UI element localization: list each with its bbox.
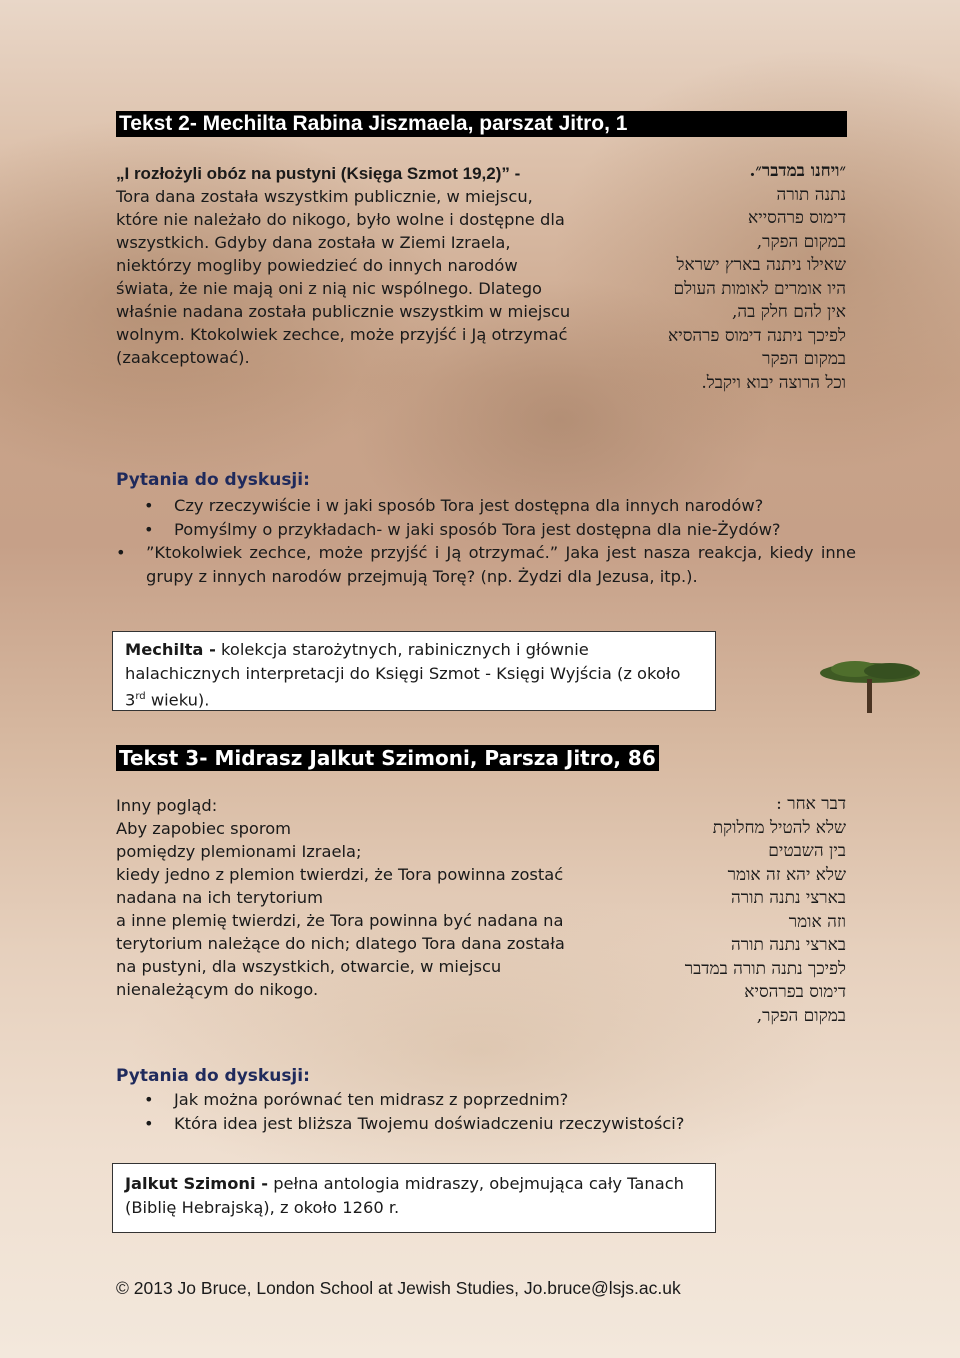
text2-polish-column bbox=[116, 162, 576, 369]
jalkut-term: Jalkut Szimoni - bbox=[125, 1174, 269, 1193]
hebrew-line: לפיכך נתנה תורה במדבר bbox=[684, 958, 846, 979]
questions2-title: Pytania do dyskusji: bbox=[116, 1066, 310, 1086]
hebrew-line: בארצי נתנה תורה bbox=[731, 935, 846, 955]
list-item: • ”Ktokolwiek zechce, może przyjść i Ją otrzymać.” Jaka jest nasza reakcja, kiedy inne grupy z innych narodów przejmują Torę? (np. Żydzi dla Jezusa, itp.). bbox=[116, 543, 856, 586]
questions1-list bbox=[116, 494, 856, 588]
questions2-list bbox=[116, 1088, 856, 1135]
bullet-icon: • bbox=[144, 1090, 154, 1109]
mechilta-definition: kolekcja starożytnych, rabinicznych i głównie halachicznych interpretacji do Księgi Szmot - Księgi Wyjścia (z około 3 bbox=[125, 640, 681, 710]
hebrew-line: במקום הפקר, bbox=[756, 1005, 846, 1026]
polish-line: Aby zapobiec sporom bbox=[116, 819, 292, 838]
text2-polish-body: Tora dana została wszystkim publicznie, w miejscu, które nie należało do nikogo, było wolne i dostępne dla wszystkich. Gdyby dana została w Ziemi Izraela, niektórzy mogliby powiedzieć do innych narodów świata, że nie mają oni z nią nic wspólnego. Dlatego właśnie nadana została publicznie wszystkim w miejscu wolnym. Ktokolwiek zechce, może przyjść i Ją otrzymać (zaakceptować). bbox=[116, 187, 571, 367]
hebrew-line: שלא להטיל מחלוקת bbox=[712, 817, 846, 838]
hebrew-line: וזה אומר bbox=[788, 911, 846, 932]
hebrew-line: אין להם חלק בה, bbox=[731, 302, 846, 322]
bullet-icon: • bbox=[116, 543, 126, 562]
hebrew-line: שלא יהא זה אומר bbox=[727, 864, 846, 885]
text2-polish-title: „I rozłożyli obóz na pustyni (Księga Szmot 19,2)” - bbox=[116, 164, 521, 183]
desert-tree-icon bbox=[815, 655, 925, 715]
polish-line: Inny pogląd: bbox=[116, 796, 218, 815]
hebrew-line: וכל הרוצה יבוא ויקבל. bbox=[701, 372, 846, 393]
hebrew-line: היו אומרים לאומות העולם bbox=[673, 278, 846, 299]
hebrew-line: בין השבטים bbox=[768, 841, 846, 861]
polish-line: pomiędzy plemionami Izraela; bbox=[116, 842, 362, 861]
mechilta-tail: wieku). bbox=[145, 690, 210, 710]
hebrew-line: דימוס פרהסייא bbox=[748, 208, 846, 228]
list-item: • Która idea jest bliższa Twojemu doświadczeniu rzeczywistości? bbox=[116, 1112, 856, 1136]
text3-heading: Tekst 3- Midrasz Jalkut Szimoni, Parsza Jitro, 86 bbox=[116, 745, 659, 771]
bullet-icon: • bbox=[144, 1113, 154, 1133]
polish-line: a inne plemię twierdzi, że Tora powinna być nadana na terytorium należące do nich; dlatego Tora dana została na pustyni, dla wszystkich, otwarcie, w miejscu nienależącym do nikogo. bbox=[116, 911, 565, 999]
hebrew-line: בארצי נתנה תורה bbox=[731, 888, 846, 908]
hebrew-line: במקום הפקר, bbox=[756, 231, 846, 252]
hebrew-line: נתנה תורה bbox=[776, 184, 846, 205]
polish-line: kiedy jedno z plemion twierdzi, że Tora powinna zostać nadana na ich terytorium bbox=[116, 865, 564, 907]
hebrew-line: דבר אחר : bbox=[776, 794, 846, 814]
list-item: • Czy rzeczywiście i w jaki sposób Tora jest dostępna dla innych narodów? bbox=[116, 494, 856, 518]
jalkut-definition-box bbox=[112, 1163, 716, 1233]
hebrew-line: דימוס בפרהסיא bbox=[744, 982, 846, 1002]
hebrew-line: במקום הפקר bbox=[762, 349, 846, 369]
footer-copyright: © 2013 Jo Bruce, London School at Jewish Studies, Jo.bruce@lsjs.ac.uk bbox=[116, 1278, 681, 1298]
hebrew-line: שאילו ניתנה בארץ ישראל bbox=[676, 255, 846, 275]
text2-hebrew-title: ״ויחנו במדבר״. bbox=[749, 161, 846, 181]
text2-hebrew-column bbox=[586, 160, 846, 395]
mechilta-definition-box bbox=[112, 631, 716, 711]
bullet-icon: • bbox=[144, 496, 154, 515]
ordinal-suffix: rd bbox=[135, 691, 146, 702]
questions1-title: Pytania do dyskusji: bbox=[116, 470, 310, 490]
list-item: • Pomyślmy o przykładach- w jaki sposób Tora jest dostępna dla nie-Żydów? bbox=[116, 518, 856, 542]
text3-polish-column bbox=[116, 794, 586, 1001]
list-item: • Jak można porównać ten midrasz z poprzednim? bbox=[116, 1088, 856, 1112]
jalkut-definition: pełna antologia midraszy, obejmująca cały Tanach (Biblię Hebrajską), z około 1260 r. bbox=[125, 1174, 684, 1217]
text2-heading: Tekst 2- Mechilta Rabina Jiszmaela, parszat Jitro, 1 bbox=[116, 111, 847, 137]
mechilta-term: Mechilta - bbox=[125, 640, 216, 659]
text3-hebrew-column bbox=[616, 793, 846, 1028]
bullet-icon: • bbox=[144, 519, 154, 539]
hebrew-line: לפיכך ניתנה דימוס פרהסיא bbox=[668, 325, 846, 346]
